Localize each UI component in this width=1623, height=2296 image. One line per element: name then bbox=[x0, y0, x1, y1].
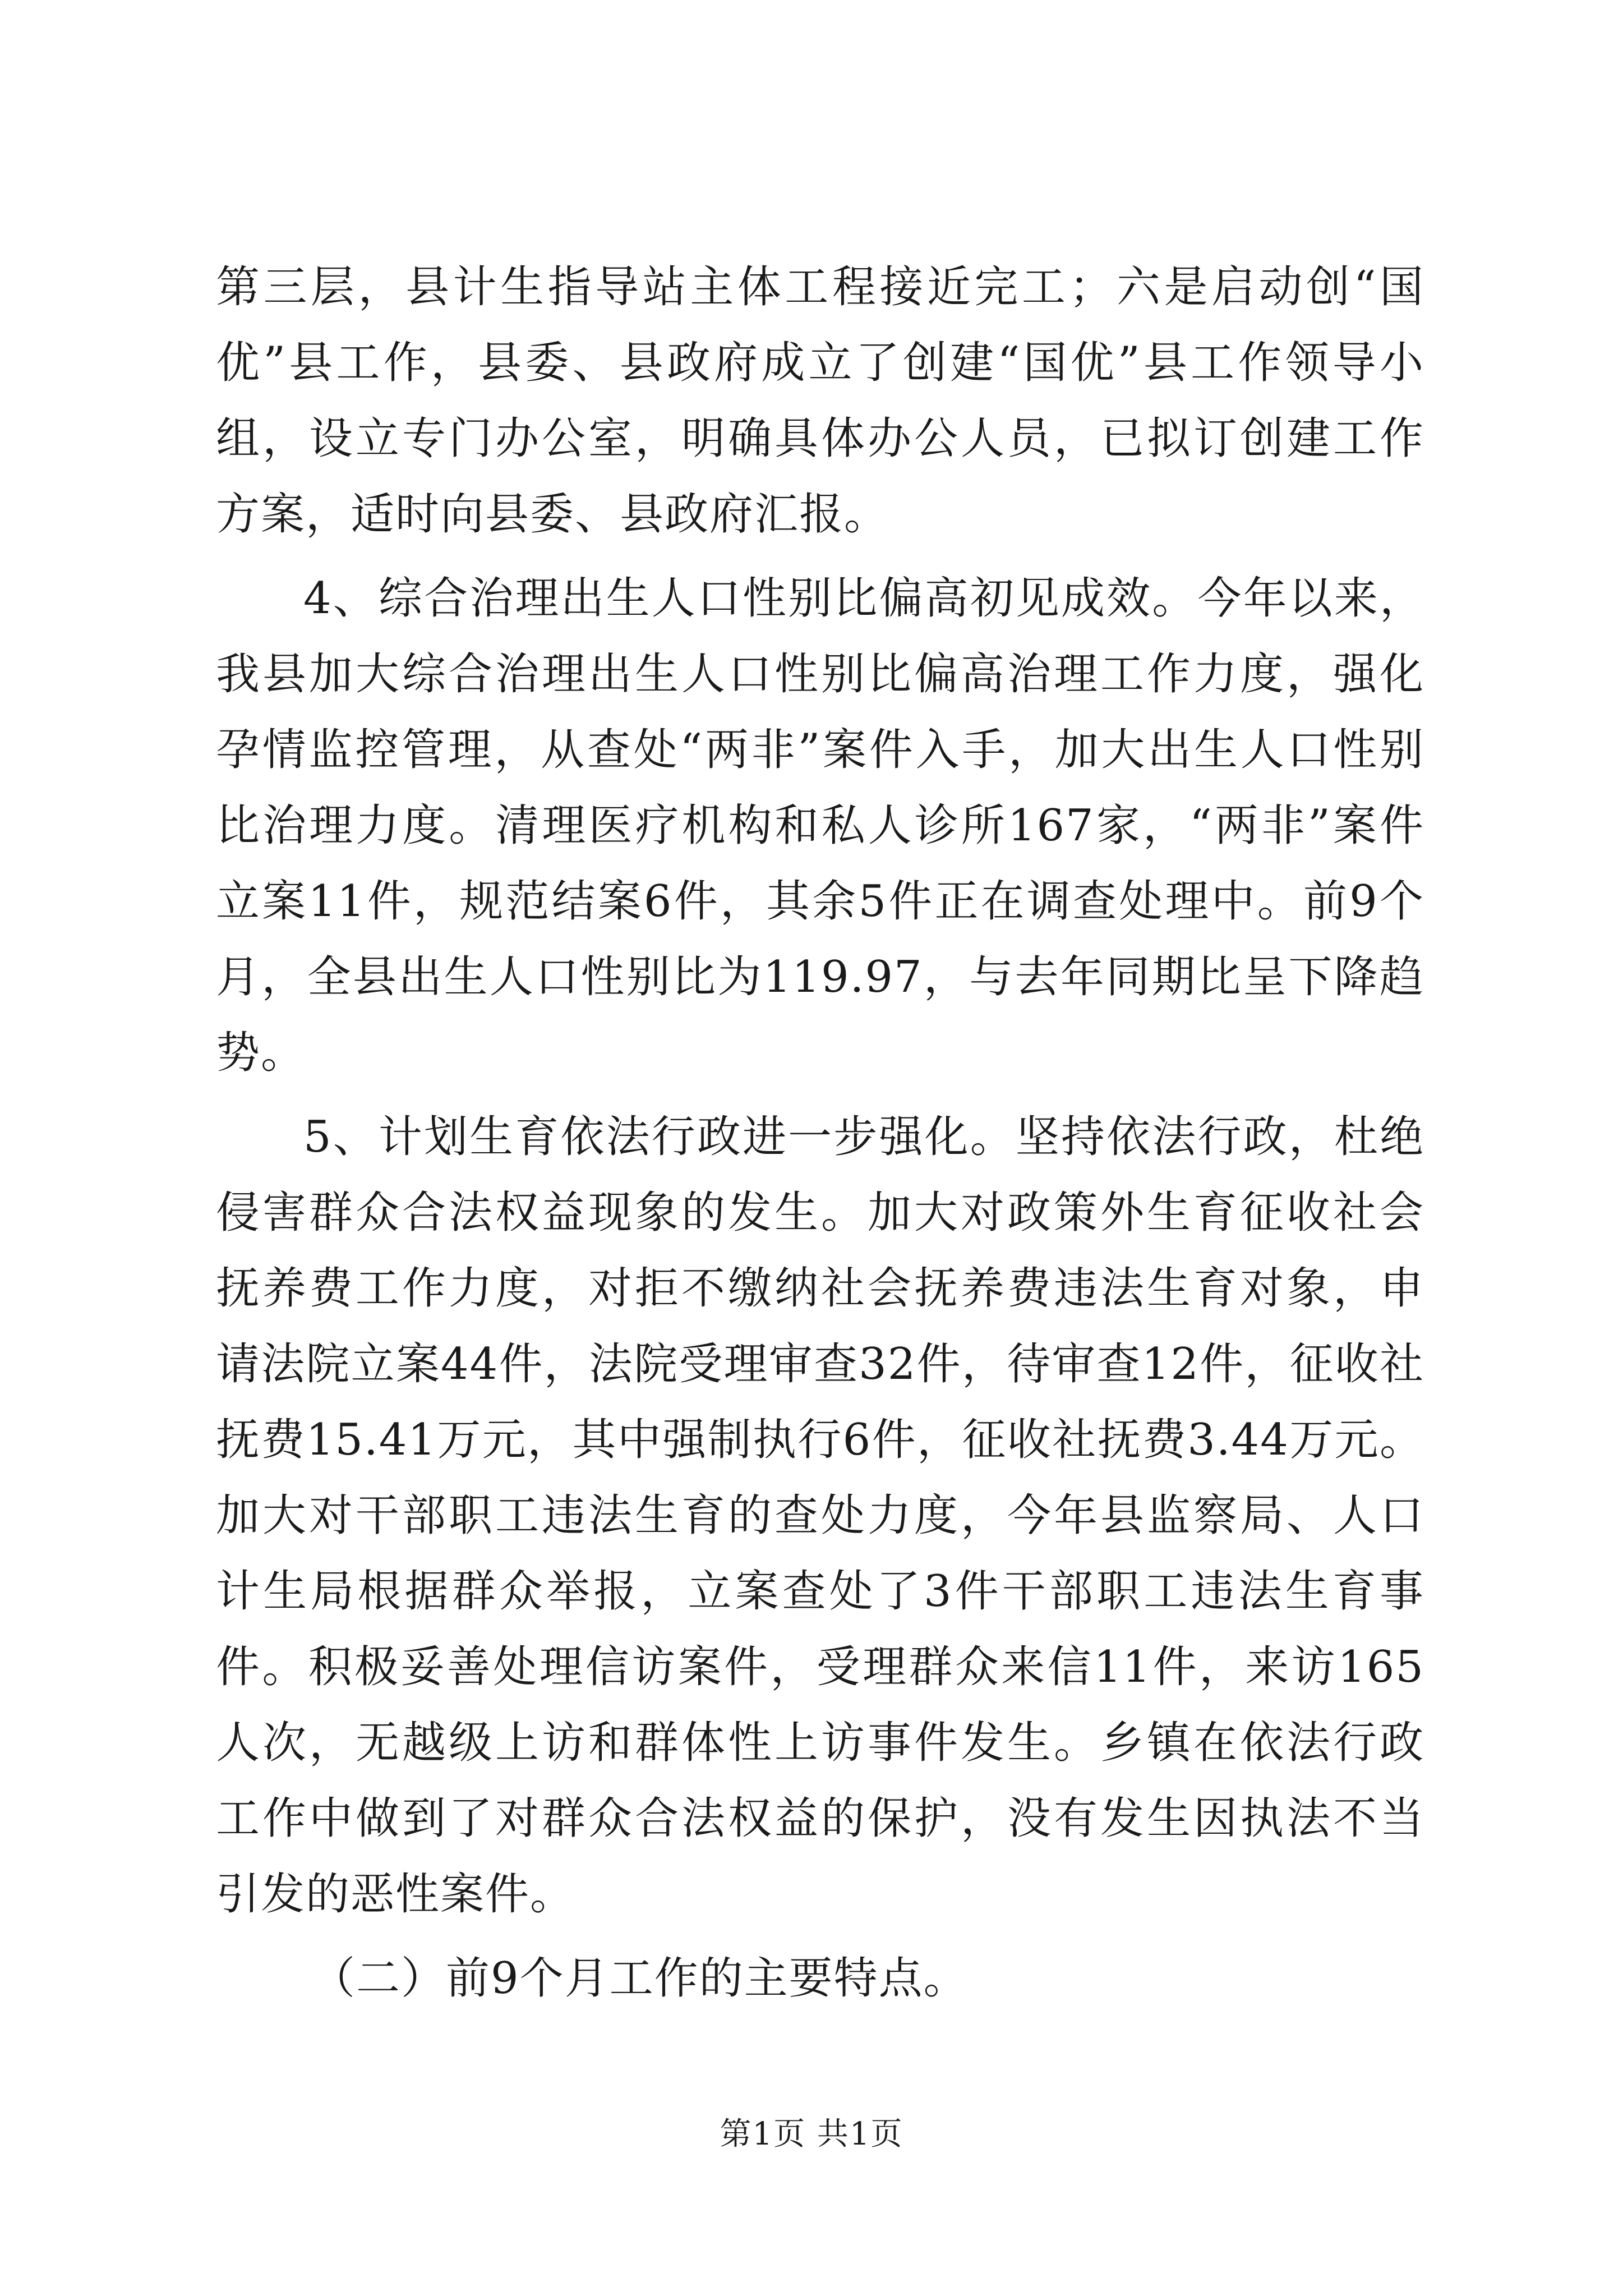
page-footer bbox=[0, 2115, 1623, 2154]
section-heading-2: （二）前9个月工作的主要特点。 bbox=[311, 1953, 969, 2004]
document-body bbox=[216, 250, 1424, 2025]
paragraph-item-4: 4、综合治理出生人口性别比偏高初见成效。今年以来，我县加大综合治理出生人口性别比偏高治理工作力度，强化孕情监控管理，从查处“两非”案件入手，加大出生人口性别比治理力度。清理医疗机构和私人诊所167家，“两非”案件立案11件，规范结案6件，其余5件正在调查处理中。前9个月，全县出生人口性别比为119.97，与去年同期比呈下降趋势。 bbox=[216, 573, 1424, 1078]
paragraph-item-5: 5、计划生育依法行政进一步强化。坚持依法行政，杜绝侵害群众合法权益现象的发生。加大对政策外生育征收社会抚养费工作力度，对拒不缴纳社会抚养费违法生育对象，申请法院立案44件，法院受理审查32件，待审查12件，征收社抚费15.41万元，其中强制执行6件，征收社抚费3.44万元。加大对干部职工违法生育的查处力度，今年县监察局、人口计生局根据群众举报，立案查处了3件干部职工违法生育事件。积极妥善处理信访案件，受理群众来信11件，来访165人次，无越级上访和群体性上访事件发生。乡镇在依法行政工作中做到了对群众合法权益的保护，没有发生因执法不当引发的恶性案件。 bbox=[216, 1112, 1424, 1920]
paragraph-continuation: 第三层，县计生指导站主体工程接近完工；六是启动创“国优”县工作，县委、县政府成立了创建“国优”县工作领导小组，设立专门办公室，明确具体办公人员，已拟订创建工作方案，适时向县委、县政府汇报。 bbox=[216, 262, 1424, 540]
page-number: 第1页 共1页 bbox=[720, 2116, 903, 2152]
